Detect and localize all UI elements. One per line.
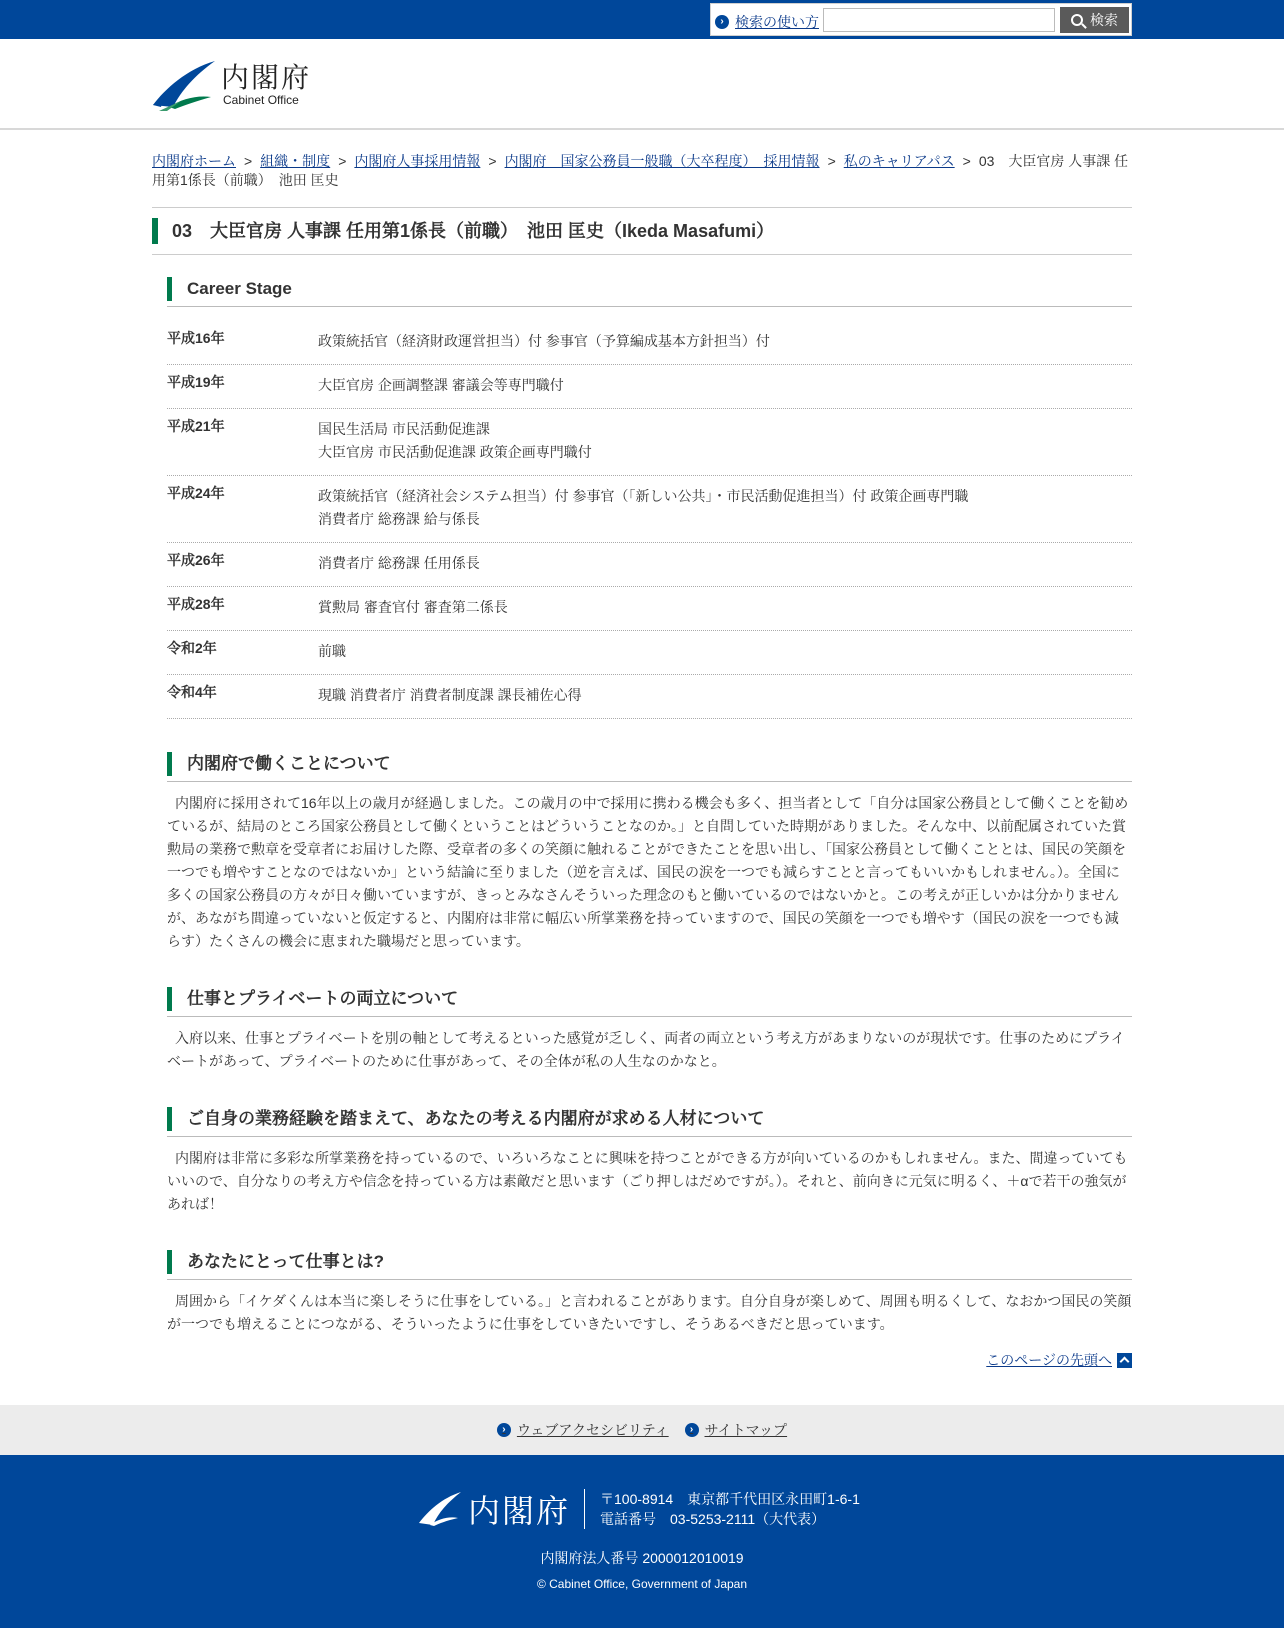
career-desc [318,485,968,531]
heading-divider [167,1016,1132,1017]
chevron-right-icon: › [685,1423,699,1437]
search-button[interactable] [1060,7,1129,33]
footer-corporate-number: 内閣府法人番号 2000012010019 [540,1550,744,1566]
career-desc [318,330,770,353]
section-body-working: 内閣府に採用されて16年以上の歳月が経過しました。この歳月の中で採用に携わる機会も多く、担当者として「自分は国家公務員として働くことを勧めているが、結局のところ国家公務員として働くということはどういうことなのか。」と自問していた時期がありました。そんな中、以前配属されていた賞勲局の業務で勲章を受章者にお届けした際、受章者の多くの笑顔に触れることができたことを思い出し、「国家公務員として働くこととは、国民の笑顔を一つでも増やすことなのではないか」という結論に至りました（逆を言えば、国民の涙を一つでも減らすことと言ってもいいかもしれません。）。全国に多くの国家公務員の方々が日々働いていますが、きっとみなさんそういった理念のもと働いているのではないかと。この考えが正しいかは分かりませんが、あながち間違っていないと仮定すると、内閣府は非常に幅広い所掌業務を持っていますので、国民の笑顔を一つでも増やす（国民の涙を一つでも減らす）たくさんの機会に恵まれた職場だと思っています。 [167,795,1129,949]
footer-link-label: ウェブアクセシビリティ [516,1422,669,1438]
career-year: 令和4年 [167,684,217,700]
career-table [167,321,1132,719]
career-line: 国民生活局 市民活動促進課 [318,421,490,437]
career-year: 平成21年 [167,418,225,434]
career-year: 平成24年 [167,485,225,501]
career-desc [318,552,480,575]
career-year: 令和2年 [167,640,217,656]
breadcrumb-separator: > [827,153,836,169]
career-desc [318,596,508,619]
page-title: 03 大臣官房 人事課 任用第1係長（前職） 池田 匡史（Ikeda Masafumi） [152,218,1132,244]
footer-copyright: © Cabinet Office, Government of Japan [536,1577,748,1591]
career-line: 前職 [318,643,346,659]
footer [0,1455,1284,1628]
breadcrumb-current: 03 大臣官房 人事課 任用第1係長（前職） 池田 匡史 [152,153,1129,188]
search-icon [1071,14,1083,26]
career-year: 平成16年 [167,330,225,346]
search-button-label: 検索 [1090,12,1118,28]
career-line: 大臣官房 市民活動促進課 政策企画専門職付 [318,444,592,460]
cabinet-office-logo-icon [151,59,217,111]
arrow-up-icon[interactable] [1117,1353,1132,1368]
career-year: 平成19年 [167,374,225,390]
career-line: 政策統括官（経済社会システム担当）付 参事官（「新しい公共」・市民活動促進担当）付 政策企画専門職 [318,488,969,504]
career-row [167,675,1132,719]
chevron-right-icon: › [497,1423,511,1437]
search-input[interactable] [823,8,1055,32]
search-help[interactable] [715,12,819,32]
heading-divider [167,1136,1132,1137]
career-row [167,587,1132,631]
footer-phone: 電話番号 03-5253-2111（大代表） [600,1511,826,1527]
footer-address: 〒100-8914 東京都千代田区永田町1-6-1 [600,1491,860,1507]
career-line: 政策統括官（経済財政運営担当）付 参事官（予算編成基本方針担当）付 [318,333,770,349]
heading-divider [167,1279,1132,1280]
breadcrumb-organization[interactable]: 組織・制度 [260,153,331,169]
section-body-work-meaning: 周囲から「イケダくんは本当に楽しそうに仕事をしている。」と言われることがあります。自分自身が楽しめて、周囲も明るくして、なおかつ国民の笑顔が一つでも増えることにつながる、そういったように仕事をしていきたいですし、そうあるべきだと思っています。 [167,1293,1132,1332]
breadcrumb-career-path[interactable]: 私のキャリアパス [843,153,955,169]
career-row [167,365,1132,409]
page-top [167,1350,1132,1370]
logo-jp-text: 内閣府 [221,61,312,94]
breadcrumb-home[interactable]: 内閣府ホーム [152,153,236,169]
career-section [167,277,1132,1370]
chevron-right-icon: › [715,15,729,29]
footer-address-block [600,1489,860,1529]
breadcrumb-separator: > [488,153,497,169]
section-heading-balance: 仕事とプライベートの両立について [167,987,1132,1011]
footer-logo [418,1489,585,1529]
career-row [167,631,1132,675]
header [0,39,1284,130]
career-line: 消費者庁 総務課 給与係長 [318,511,480,527]
footer-link-label: サイトマップ [704,1422,788,1438]
footer-logo-text: 内閣府 [468,1492,571,1530]
career-row [167,409,1132,476]
site-logo[interactable] [151,59,311,111]
footer-link-accessibility[interactable] [497,1420,669,1440]
section-heading-talent: ご自身の業務経験を踏まえて、あなたの考える内閣府が求める人材について [167,1107,1132,1131]
career-desc [318,684,582,707]
footer-main [418,1489,860,1529]
search-help-link[interactable]: 検索の使い方 [735,14,819,30]
career-line: 現職 消費者庁 消費者制度課 課長補佐心得 [318,687,582,703]
section-body-talent: 内閣府は非常に多彩な所掌業務を持っているので、いろいろなことに興味を持つことができる方が向いているのかもしれません。また、間違っていてもいいので、自分なりの考え方や信念を持っている方は素敵だと思います（ごり押しはだめですが。）。それと、前向きに元気に明るく、＋αで若干の強気があれば！ [167,1150,1128,1212]
main-content [152,152,1132,1370]
search-box [710,3,1132,36]
career-line: 賞勲局 審査官付 審査第二係長 [318,599,508,615]
breadcrumb-separator: > [962,153,971,169]
section-heading-work-meaning: あなたにとって仕事とは? [167,1250,1132,1274]
heading-divider [167,306,1132,307]
heading-divider [167,781,1132,782]
career-row [167,321,1132,365]
career-row [167,476,1132,543]
page-top-link[interactable]: このページの先頭へ [986,1352,1112,1368]
cabinet-office-logo-icon [418,1491,462,1527]
logo-en-text: Cabinet Office [223,93,299,107]
career-stage-heading: Career Stage [167,277,1132,301]
section-body-balance: 入府以来、仕事とプライベートを別の軸として考えるといった感覚が乏しく、両者の両立という考え方があまりないのが現状です。仕事のためにプライベートがあって、プライベートのために仕事があって、その全体が私の人生なのかなと。 [167,1030,1125,1069]
breadcrumb-separator: > [338,153,347,169]
career-desc [318,418,592,464]
title-divider [152,254,1132,255]
career-year: 平成28年 [167,596,225,612]
career-year: 平成26年 [167,552,225,568]
career-line: 消費者庁 総務課 任用係長 [318,555,480,571]
breadcrumb-general-staff[interactable]: 内閣府 国家公務員一般職（大卒程度） 採用情報 [504,153,820,169]
footer-link-sitemap[interactable] [685,1420,787,1440]
top-bar [0,0,1284,39]
breadcrumb-recruitment[interactable]: 内閣府人事採用情報 [354,153,481,169]
breadcrumb [152,152,1132,208]
section-heading-working: 内閣府で働くことについて [167,752,1132,776]
footer-links [0,1405,1284,1455]
career-desc [318,374,564,397]
career-row [167,543,1132,587]
career-desc [318,640,346,663]
breadcrumb-separator: > [244,153,253,169]
career-line: 大臣官房 企画調整課 審議会等専門職付 [318,377,564,393]
